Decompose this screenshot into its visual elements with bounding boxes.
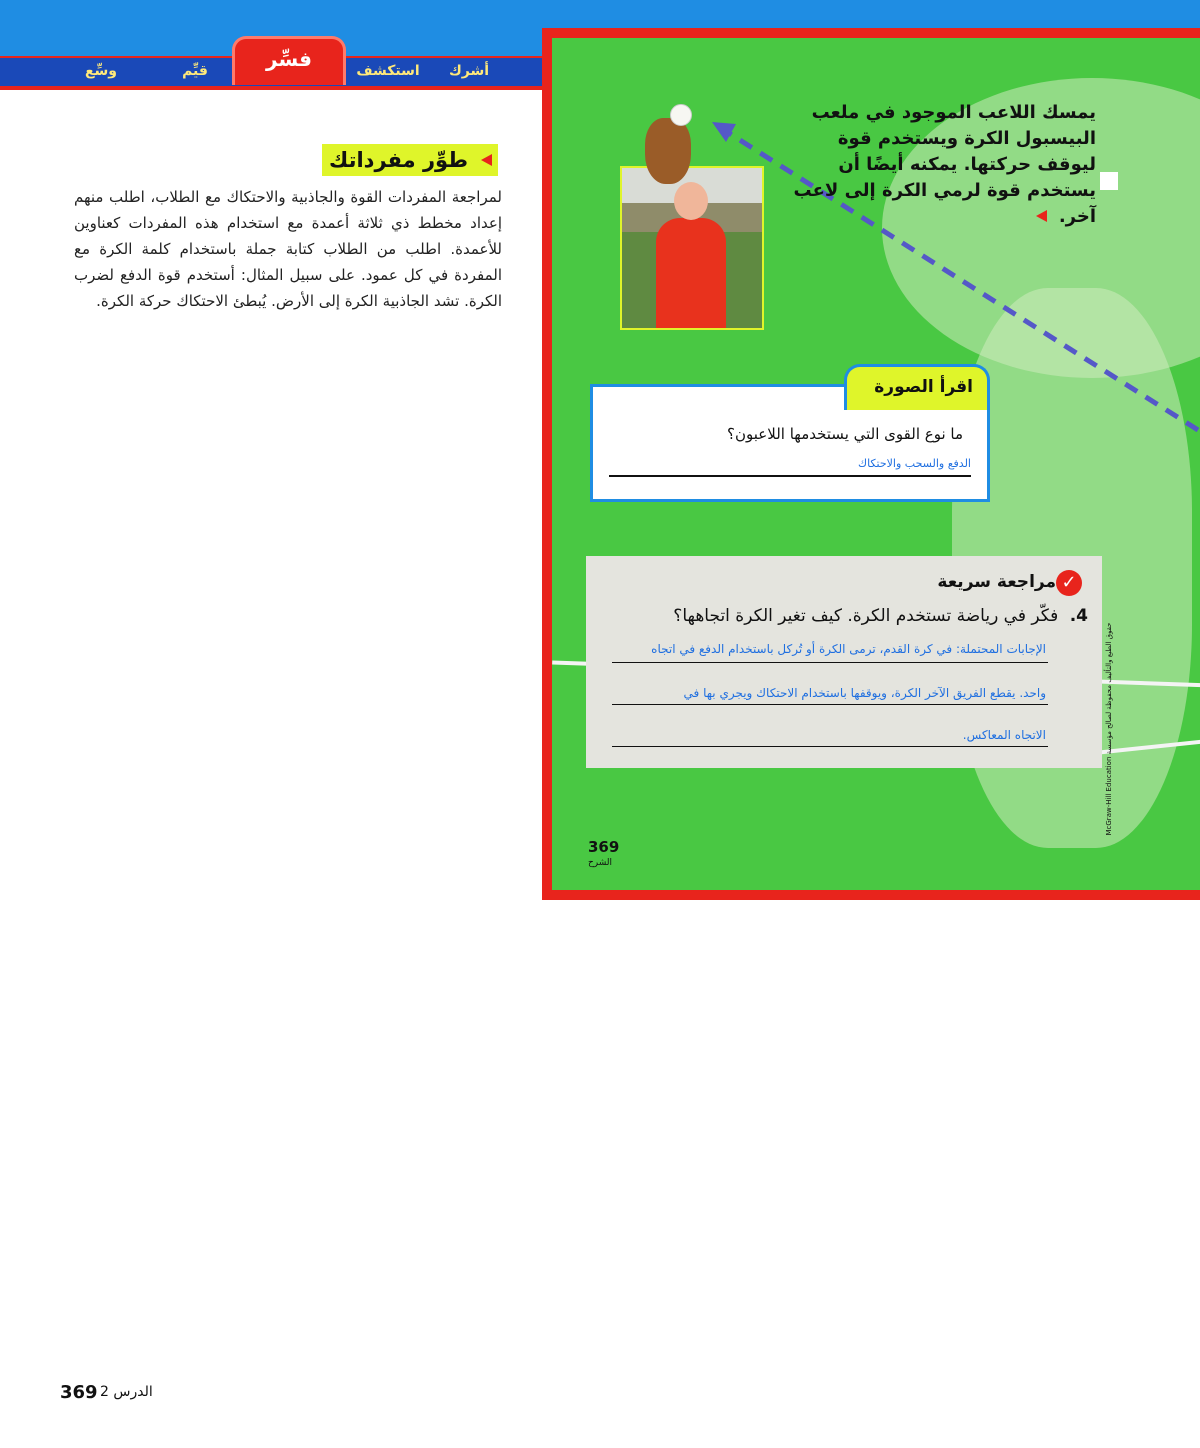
baseball-icon — [670, 104, 692, 126]
read-picture-tab — [844, 364, 990, 410]
footer-lesson: الدرس 2 — [100, 1384, 153, 1400]
quick-review-question — [673, 606, 1088, 626]
quick-review-box — [586, 556, 1102, 768]
vocab-body: لمراجعة المفردات القوة والجاذبية والاحتكاك مع الطلاب، اطلب منهم إعداد مخطط ذي ثلاثة أعمدة مع استخدام هذه المفردات كعناوين للأعمدة. اطلب من الطلاب كتابة جملة باستخدام كلمة الكرة مع المفردة في كل عمود. على سبيل المثال: أستخدم قوة الدفع لضرب الكرة. تشد الجاذبية الكرة إلى الأرض. يُبطئ الاحتكاك حركة الكرة. — [74, 188, 502, 310]
answer-line-1: الإجابات المحتملة: في كرة القدم، ترمى الكرة أو تُركل باستخدام الدفع في اتجاه — [651, 642, 1046, 656]
answer-line-3: الاتجاه المعاكس. — [962, 728, 1046, 742]
player-head — [674, 182, 708, 220]
answer-line — [609, 475, 971, 477]
quick-review-title: مراجعة سريعة — [937, 572, 1056, 592]
answer-rule — [612, 704, 1048, 705]
caption-text: يمسك اللاعب الموجود في ملعب البيسبول الكرة ويستخدم قوة ليوقف حركتها. يمكنه أيضًا أن يستخدم قوة لرمي الكرة إلى لاعب آخر. — [793, 102, 1096, 227]
tab-explore[interactable]: استكشف — [356, 63, 420, 79]
copyright-text: McGraw-Hill Education حقوق الطبع والتأليف محفوظة لصالح مؤسسة — [1105, 622, 1113, 836]
answer-line-2: واحد. يقطع الفريق الآخر الكرة، ويوقفها باستخدام الاحتكاك ويجري بها في — [683, 686, 1046, 700]
student-page-number: 369 — [588, 838, 620, 856]
photo-caption — [780, 100, 1096, 230]
tab-engage[interactable]: أشرك — [448, 63, 490, 79]
question-text: فكّر في رياضة تستخدم الكرة. كيف تغير الكرة اتجاهها؟ — [673, 606, 1059, 626]
arrow-left-icon — [1036, 210, 1047, 222]
vocab-title: طوِّر مفرداتك — [329, 148, 468, 172]
copyright-vertical — [1096, 616, 1122, 842]
read-picture-question: ما نوع القوى التي يستخدمها اللاعبون؟ — [727, 425, 963, 443]
read-picture-answer: الدفع والسحب والاحتكاك — [858, 457, 971, 470]
player-shirt — [656, 218, 726, 328]
checkmark-icon: ✓ — [1056, 570, 1082, 596]
footer-page-number: 369 — [60, 1382, 98, 1403]
question-number: 4. — [1069, 606, 1088, 626]
tab-extend[interactable]: وسِّع — [84, 63, 118, 79]
tab-evaluate[interactable]: قيِّم — [182, 63, 208, 79]
read-picture-title: اقرأ الصورة — [874, 377, 973, 397]
baseball-player-photo — [620, 166, 764, 330]
baseball-glove-icon — [645, 118, 691, 184]
student-page-label: الشرح — [588, 858, 613, 868]
answer-rule — [612, 746, 1048, 747]
arrow-head-icon — [712, 122, 736, 142]
tab-explain[interactable]: فسِّر — [232, 36, 346, 85]
answer-rule — [612, 662, 1048, 663]
